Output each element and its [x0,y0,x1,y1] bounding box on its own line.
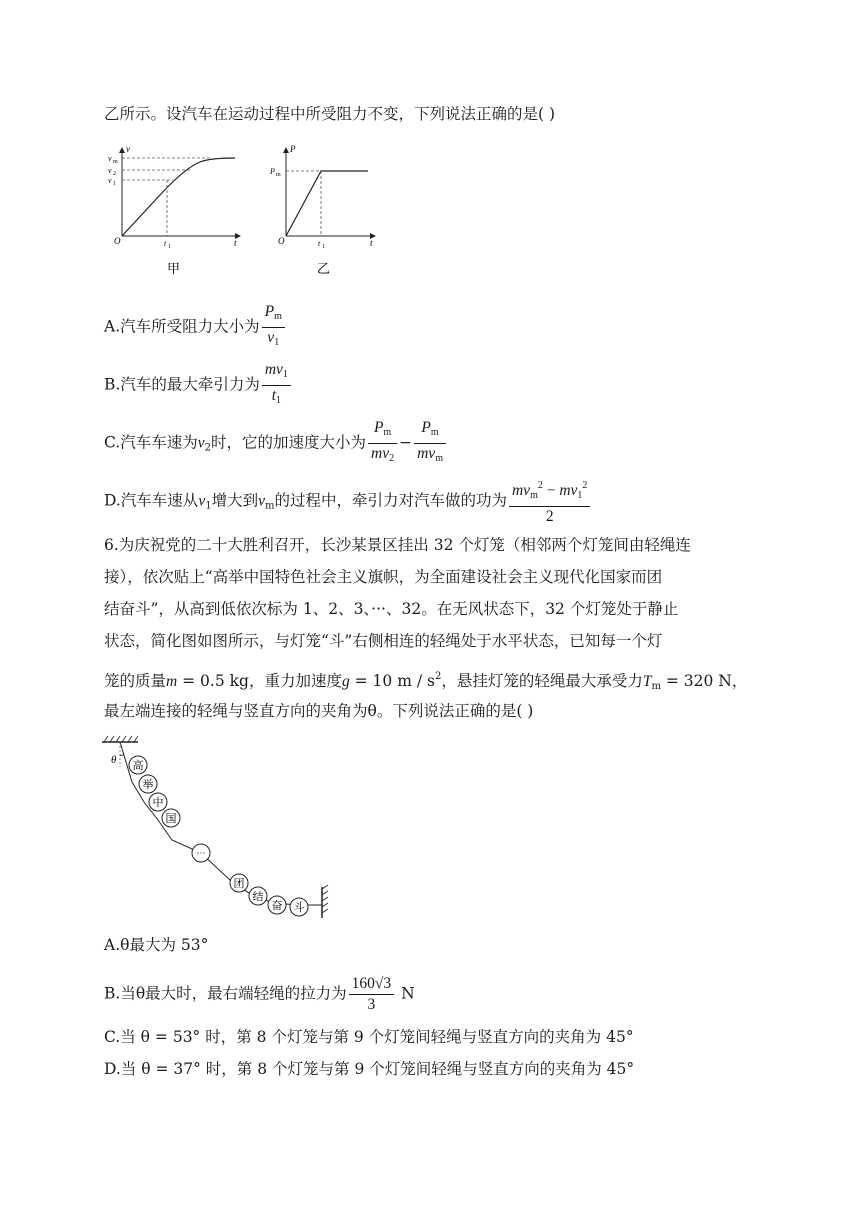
jia-tick-vm-sub: m [113,159,118,165]
caption-yi: 乙 [317,261,331,276]
option-c-fraction-2: $\frac{P_m}{mv_m}$ [414,418,446,469]
svg-text:···: ··· [196,848,206,858]
option-a-fraction: $\frac{P_m}{v_1}$ [262,302,285,353]
lantern-dou [290,898,308,916]
lantern-guo [162,809,180,827]
option-c-fraction-1: $\frac{P_m}{mv_2}$ [368,418,397,469]
svg-text:国: 国 [165,813,177,825]
q5-option-a [104,302,287,353]
jia-t1: t [164,239,167,248]
jia-y-axis-label: v [126,144,130,154]
q6-option-a: A.θ最大为 53° [104,936,209,954]
jia-t1-sub: 1 [168,244,171,250]
yi-origin: O [278,236,285,246]
graph-jia [108,144,240,276]
jia-tick-v1: v [108,176,112,185]
option-b-text: B.汽车的最大牵引力为 [104,375,260,394]
svg-text:团: 团 [233,878,245,890]
svg-text:结: 结 [252,891,264,903]
q5-option-d: D.汽车车速从$v_1$增大到$v_m$的过程中，牵引力对汽车做的功为 $\frac{mv_m^2 - mv_1^2}{2}$ [104,476,592,527]
svg-text:高: 高 [132,760,144,772]
q6-option-c: C.当 θ = 53° 时，第 8 个灯笼与第 9 个灯笼间轻绳与竖直方向的夹角为 45° [104,1028,634,1046]
lantern-jie [249,887,267,905]
jia-x-axis-label: t [234,238,237,248]
figure-lantern-chain [100,735,340,920]
lantern-ju [139,775,157,793]
theta-label: θ [111,754,117,766]
lantern-ellipsis [192,844,210,862]
jia-origin: O [114,236,121,246]
svg-text:举: 举 [142,779,154,791]
yi-tick-pm: P [270,167,275,176]
caption-jia: 甲 [167,261,181,276]
svg-text:斗: 斗 [293,902,305,914]
svg-text:中: 中 [152,797,164,809]
yi-x-axis-label: t [370,238,373,248]
lantern-gao [129,756,147,774]
svg-text:奋: 奋 [271,900,283,912]
figure-velocity-power-graphs [100,140,400,280]
lantern-zhong [149,793,167,811]
jia-tick-v2: v [108,166,112,175]
yi-t1: t [318,239,321,248]
yi-t1-sub: 1 [322,244,325,250]
q6-line-3: 结奋斗”，从高到低依次标为 1、2、3、···、32。在无风状态下，32 个灯笼处于静止 [104,600,679,618]
option-d-fraction: $\frac{mv_m^2 - mv_1^2}{2}$ [509,476,590,527]
jia-tick-vm: v [108,154,112,163]
q6-line-4: 状态，简化图如图所示，与灯笼“斗”右侧相连的轻绳处于水平状态，已知每一个灯 [104,632,663,650]
yi-tick-pm-sub: m [276,172,281,178]
lantern-tuan [230,874,248,892]
option-a-text: A.汽车所受阻力大小为 [104,317,260,336]
option-c-text: C.汽车车速为 [104,433,198,452]
q6-line-6: 最左端连接的轻绳与竖直方向的夹角为θ。下列说法正确的是( ) [104,702,534,720]
question-intro-line: 乙所示。设汽车在运动过程中所受阻力不变，下列说法正确的是( ) [104,105,556,123]
yi-y-axis-label: P [290,144,296,154]
q6-option-b: B.当θ最大时，最右端轻绳的拉力为 $\frac{160√3}{3}$ N [104,975,415,1013]
jia-tick-v2-sub: 2 [113,171,116,177]
q6-option-d: D.当 θ = 37° 时，第 8 个灯笼与第 9 个灯笼间轻绳与竖直方向的夹角为 45° [104,1060,635,1078]
q5-option-b [104,360,293,411]
q6-line-2: 接），依次贴上“高举中国特色社会主义旗帜，为全面建设社会主义现代化国家而团 [104,568,663,586]
option-b-fraction: $\frac{mv_1}{t_1}$ [262,360,291,411]
q6-line-1: 6.为庆祝党的二十大胜利召开，长沙某景区挂出 32 个灯笼（相邻两个灯笼间由轻绳连 [104,536,691,554]
option-b-sqrt-fraction: $\frac{160√3}{3}$ [349,974,395,1015]
jia-tick-v1-sub: 1 [113,181,116,187]
graph-yi [269,144,375,276]
q5-option-c: C.汽车车速为$v_2$时，它的加速度大小为 $\frac{P_m}{mv_2}$ − $\frac{P_m}{mv_m}$ [104,418,448,469]
option-d-text: D.汽车车速从 [104,491,199,510]
lantern-fen [268,896,286,914]
q6-line-5: 笼的质量m = 0.5 kg，重力加速度g = 10 m / $s^2$，悬挂灯笼的轻绳最大承受力$T_m = 320$ N， [104,671,748,692]
